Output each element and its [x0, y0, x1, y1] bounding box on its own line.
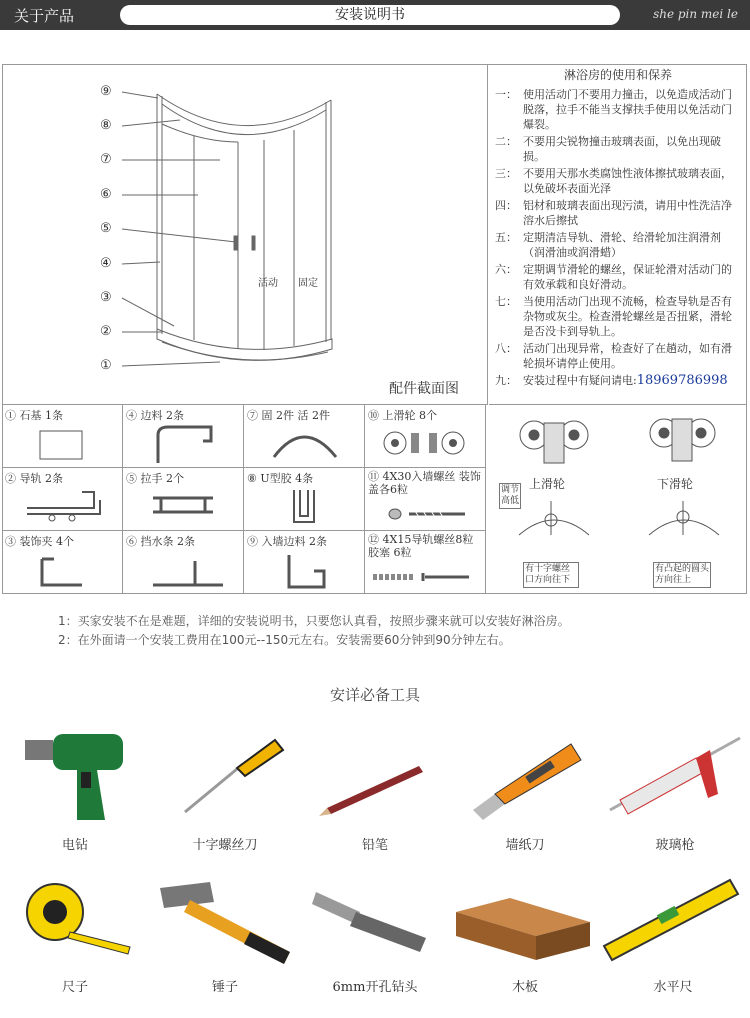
part-label: 4X30入墙螺丝 装饰盖各6粒: [368, 470, 481, 496]
part-cell: ⑨ 入墙边料 2条: [244, 531, 365, 594]
parts-grid: [2, 404, 488, 594]
contact-text: 安装过程中有疑问请电:: [523, 374, 637, 387]
phone-number: 18969786998: [636, 373, 728, 388]
part-cell: ⑤ 拉手 2个: [123, 468, 244, 531]
door-label-fixed: 固定: [298, 278, 318, 289]
water-stopper-icon: [123, 531, 244, 594]
part-label: 上滑轮 8个: [382, 409, 437, 422]
part-cell: ② 导轨 2条: [2, 468, 123, 531]
note-1: 1：买家安装不在是难题，详细的安装说明书，只要您认真看，按照步骤来就可以安装好淋浴房。: [58, 614, 570, 628]
installation-notes: [58, 612, 570, 650]
wall-screw-icon: [365, 468, 486, 531]
enclosure-diagram: [2, 64, 488, 404]
wood-board-icon: [450, 872, 600, 972]
upper-roller-label: 上滑轮: [529, 477, 566, 491]
part-cell: ⑥ 挡水条 2条: [123, 531, 244, 594]
part-label: 4X15导轨螺丝8粒 胶塞 6粒: [368, 533, 474, 559]
brand-text: she pin mei le: [653, 7, 738, 21]
note-2: 2：在外面请一个安装工费用在100元--150元左右。安装需要60分钟到90分钟左右。: [58, 633, 511, 647]
part-label: 拉手 2个: [140, 472, 184, 485]
tool-name: 水平尺: [653, 980, 693, 995]
tool-hammer: [150, 872, 300, 995]
tool-name: 玻璃枪: [655, 838, 695, 853]
part-label: U型胶 4条: [260, 472, 314, 485]
header-title: 关于产品: [14, 7, 75, 25]
part-label: 入墙边料 2条: [261, 535, 327, 548]
callout-6: ⑥: [100, 187, 112, 202]
tool-wood-board: [450, 872, 600, 995]
diagram-caption: 配件截面图: [389, 381, 459, 397]
roller-detail-panel: [489, 404, 747, 594]
part-cell: ⑪ 4X30入墙螺丝 装饰盖各6粒: [365, 468, 486, 531]
wall-profile-icon: [244, 531, 365, 594]
tool-pencil: [300, 720, 450, 853]
tools-title: 安详必备工具: [329, 686, 420, 704]
tool-name: 锤子: [211, 980, 238, 995]
hammer-icon: [150, 872, 300, 972]
part-cell: ⑩ 上滑轮 8个: [365, 405, 486, 468]
part-cell: ① 石基 1条: [2, 405, 123, 468]
care-item: 四： 铝材和玻璃表面出现污渍，请用中性洗洁净溶水后擦拭: [495, 199, 732, 227]
door-label-active: 活动: [258, 278, 278, 289]
callout-5: ⑤: [100, 221, 112, 236]
caulk-gun-icon: [600, 720, 750, 830]
side-profile-icon: [123, 405, 244, 468]
part-cell: ④ 边料 2条: [123, 405, 244, 468]
stone-base-icon: [2, 405, 123, 468]
care-item: 三： 不要用天那水类腐蚀性液体擦拭玻璃表面，以免破坏表面光泽: [495, 167, 732, 195]
handle-icon: [123, 468, 244, 531]
upper-roller-note: 有十字螺丝口方向往下: [523, 562, 579, 588]
tape-measure-icon: [0, 872, 150, 972]
care-item: 一： 使用活动门不要用力撞击，以免造成活动门脱落，拉手不能当支撑扶手使用以免活动门爆裂。: [495, 88, 732, 131]
part-label: 固 2件 活 2件: [261, 409, 330, 422]
screwdriver-icon: [165, 720, 285, 830]
drill-bit-icon: [300, 872, 450, 972]
part-label: 导轨 2条: [19, 472, 63, 485]
upper-roller-icon: [365, 405, 486, 468]
lower-roller-label: 下滑轮: [657, 477, 694, 491]
tool-drill-bit: [300, 872, 450, 995]
utility-knife-icon: [465, 720, 585, 830]
tool-name: 木板: [511, 980, 538, 995]
drill-icon: [15, 720, 135, 830]
part-label: 石基 1条: [19, 409, 63, 422]
adjust-label: 调节高低: [499, 483, 521, 509]
part-cell: ⑫ 4X15导轨螺丝8粒 胶塞 6粒: [365, 531, 486, 594]
care-item: 八： 活动门出现异常，检查好了在趟动，如有滑轮损坏请停止使用。: [495, 342, 732, 370]
callout-9: ⑨: [100, 84, 112, 99]
tool-caulk-gun: [600, 720, 750, 853]
care-item: 六： 定期调节滑轮的螺丝，保证轮滑对活动门的有效承载和良好滑动。: [495, 263, 732, 291]
tool-level: [598, 872, 748, 995]
part-cell: ⑦ 固 2件 活 2件: [244, 405, 365, 468]
lower-roller-note: 有凸起的圆头方向往上: [653, 562, 711, 588]
glass-panel-icon: [244, 405, 365, 468]
callout-8: ⑧: [100, 118, 112, 133]
care-item: 七： 当使用活动门出现不流畅，检查导轨是否有杂物或灰尘。检查滑轮螺丝是否扭紧，滑轮是否没卡到导轨上。: [495, 295, 732, 338]
tool-name: 十字螺丝刀: [192, 838, 258, 853]
part-label: 边料 2条: [140, 409, 184, 422]
care-item-contact: 九： 安装过程中有疑问请电:18969786998: [495, 373, 728, 388]
part-label: 挡水条 2条: [140, 535, 195, 548]
callout-4: ④: [100, 256, 112, 271]
part-cell: ⑧ U型胶 4条: [244, 468, 365, 531]
part-cell: ③ 装饰夹 4个: [2, 531, 123, 594]
tool-name: 6mm开孔钻头: [332, 980, 418, 995]
tool-screwdriver: [150, 720, 300, 853]
tool-name: 墙纸刀: [505, 838, 545, 853]
callout-3: ③: [100, 290, 112, 305]
decor-clip-icon: [2, 531, 123, 594]
care-title: 淋浴房的使用和保养: [563, 68, 672, 82]
rail-icon: [2, 468, 123, 531]
care-item: 二： 不要用尖锐物撞击玻璃表面，以免出现破损。: [495, 135, 721, 163]
header-pill-title: 安装说明书: [120, 5, 620, 25]
pencil-icon: [315, 720, 435, 830]
callout-7: ⑦: [100, 152, 112, 167]
callout-2: ②: [100, 324, 112, 339]
care-item: 五： 定期清洁导轨、滑轮、给滑轮加注润滑剂（润滑油或润滑蜡）: [495, 231, 721, 259]
tool-name: 尺子: [61, 980, 88, 995]
tool-tape-measure: [0, 872, 150, 995]
tool-name: 电钻: [61, 838, 88, 853]
callout-1: ①: [100, 358, 112, 373]
tool-drill: [0, 720, 150, 853]
header-bar: [0, 0, 750, 30]
tool-utility-knife: [450, 720, 600, 853]
care-instructions: [489, 64, 747, 404]
part-label: 装饰夹 4个: [19, 535, 74, 548]
level-icon: [598, 872, 748, 972]
enclosure-drawing: [2, 64, 488, 404]
u-seal-icon: [244, 468, 365, 531]
tool-name: 铅笔: [361, 838, 388, 853]
rail-screw-icon: [365, 531, 486, 594]
